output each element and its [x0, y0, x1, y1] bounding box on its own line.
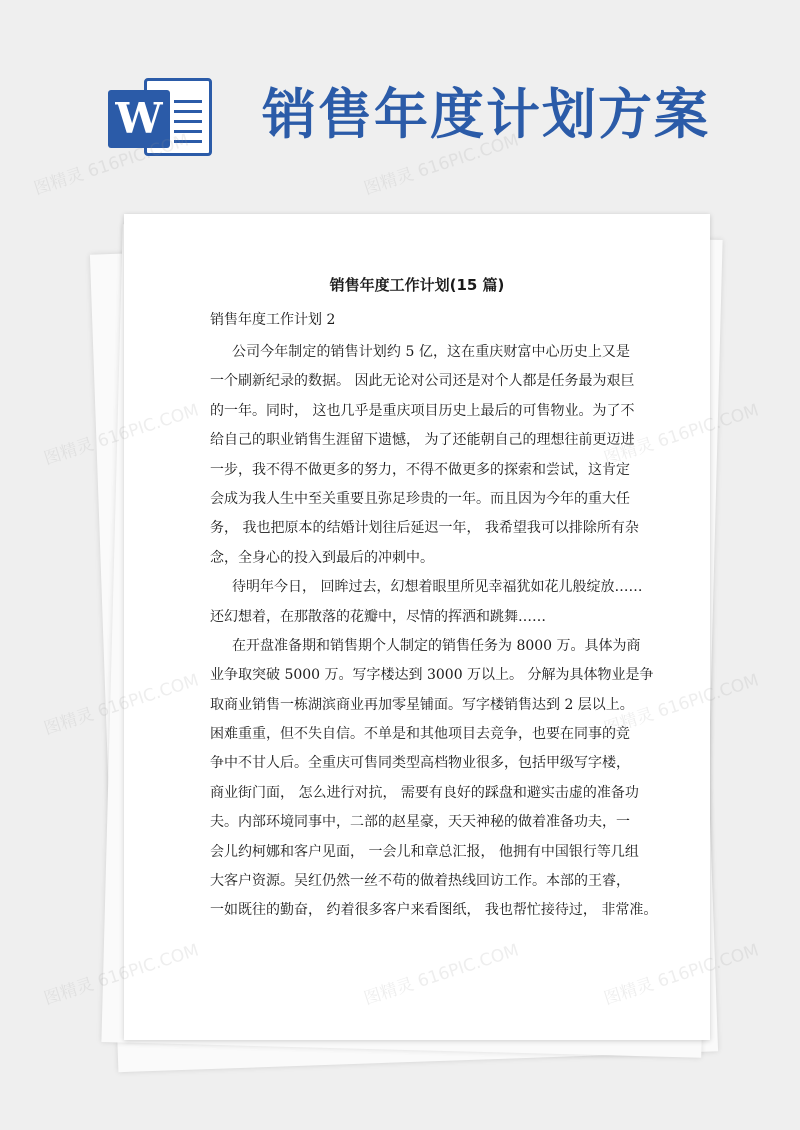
- paragraph-sales-goal: [210, 338, 639, 573]
- text-line: 念，全身心的投入到最后的冲刺中。: [210, 549, 434, 566]
- document-page: [124, 214, 710, 1040]
- text-line: 一步，我不得不做更多的努力，不得不做更多的探索和尝试，这肯定: [210, 461, 630, 478]
- text-line: 的一年。同时， 这也几乎是重庆项目历史上最后的可售物业。为了不: [210, 402, 635, 419]
- page-title: 销售年度计划方案: [262, 83, 710, 146]
- text-line: 公司今年制定的销售计划约 5 亿，这在重庆财富中心历史上又是: [232, 344, 630, 360]
- text-line: 夫。内部环境同事中，二部的赵星豪，天天神秘的做着准备功夫，一: [210, 814, 630, 831]
- document-subtitle: 销售年度工作计划 2: [210, 312, 336, 328]
- text-line: 给自己的职业销售生涯留下遗憾， 为了还能朝自己的理想往前更迈进: [210, 432, 635, 449]
- watermark: 图精灵: [41, 704, 97, 740]
- watermark: 图精灵: [41, 974, 97, 1010]
- text-line-icon: [174, 140, 202, 143]
- text-line-icon: [174, 120, 202, 123]
- word-document-icon: [108, 72, 216, 162]
- text-line-icon: [174, 130, 202, 133]
- document-title: 销售年度工作计划(15 篇): [329, 276, 505, 294]
- text-line: 在开盘准备期和销售期个人制定的销售任务为 8000 万。具体为商: [232, 637, 641, 654]
- text-line: 商业街门面， 怎么进行对抗， 需要有良好的踩盘和避实击虚的准备功: [210, 784, 639, 801]
- document-body: [210, 338, 658, 926]
- text-line: 一如既往的勤奋， 约着很多客户来看图纸， 我也帮忙接待过， 非常准。: [210, 902, 658, 919]
- watermark: 图精灵: [41, 434, 97, 470]
- text-line: 会成为我人生中至关重要且弥足珍贵的一年。而且因为今年的重大任: [210, 490, 630, 507]
- text-line: 一个刷新纪录的数据。 因此无论对公司还是对个人都是任务最为艰巨: [210, 373, 635, 390]
- text-line: 务， 我也把原本的结婚计划往后延迟一年， 我希望我可以排除所有杂: [210, 520, 639, 537]
- text-line-icon: [174, 110, 202, 113]
- paragraph-outlook: [210, 573, 643, 632]
- text-line: 困难重重，但不失自信。不单是和其他项目去竞争，也要在同事的竞: [210, 726, 630, 743]
- text-line: 会儿约柯娜和客户见面， 一会儿和章总汇报， 他拥有中国银行等几组: [210, 843, 639, 860]
- text-line: 业争取突破 5000 万。写字楼达到 3000 万以上。 分解为具体物业是争: [210, 667, 654, 684]
- text-line: 待明年今日， 回眸过去，幻想着眼里所见幸福犹如花儿般绽放……: [232, 579, 643, 596]
- text-line: 争中不甘人后。全重庆可售同类型高档物业很多，包括甲级写字楼，: [210, 755, 630, 772]
- watermark: 图精灵 616PIC.COM: [361, 130, 522, 200]
- text-line: 取商业销售一栋湖滨商业再加零星铺面。写字楼销售达到 2 层以上。: [210, 696, 634, 713]
- text-line-icon: [174, 100, 202, 103]
- watermark: 图精灵 616PIC.COM: [31, 130, 192, 200]
- paragraph-targets: [210, 632, 658, 926]
- text-line: 还幻想着，在那散落的花瓣中，尽情的挥洒和跳舞……: [210, 608, 546, 625]
- text-line: 大客户资源。吴红仍然一丝不苟的做着热线回访工作。本部的王睿，: [210, 873, 630, 890]
- word-logo-badge: W: [108, 90, 170, 148]
